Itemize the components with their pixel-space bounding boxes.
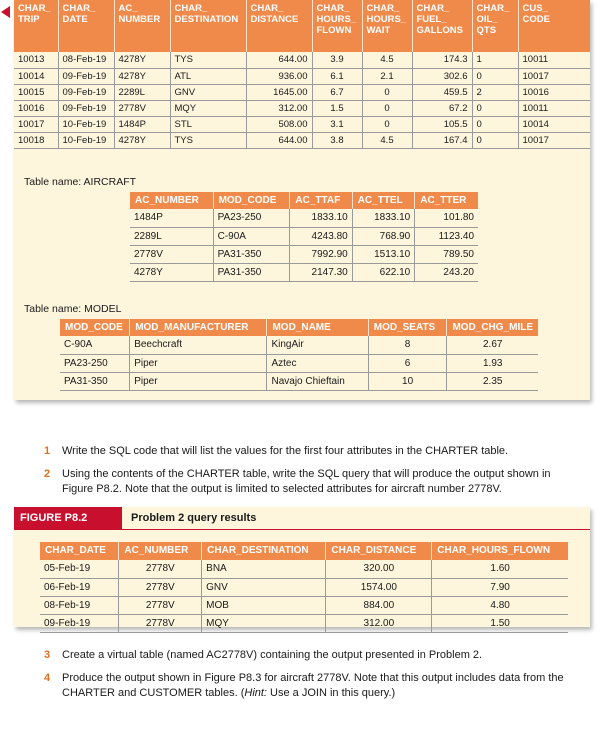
- aircraft-table: [130, 192, 478, 282]
- column-header-part: CHAR_: [476, 3, 510, 14]
- table-cell: GNV: [202, 578, 326, 596]
- table-cell: 508.00: [246, 116, 312, 132]
- table-cell: 1645.00: [246, 84, 312, 100]
- table-cell: 768.90: [352, 227, 415, 245]
- table-row: [14, 52, 590, 68]
- column-header-part: DESTINATION: [174, 14, 239, 25]
- column-header: [58, 0, 114, 52]
- table-cell: C-90A: [213, 227, 290, 245]
- table-cell: 3.9: [312, 52, 362, 68]
- table-cell: 320.00: [326, 560, 432, 578]
- table-cell: 105.5: [412, 116, 472, 132]
- table-cell: PA31-350: [213, 263, 290, 281]
- question-text: Write the SQL code that will list the values for the first four attributes in the CHARTER table.: [62, 445, 509, 457]
- table-cell: PA23-250: [213, 209, 290, 227]
- table-cell: 884.00: [326, 596, 432, 614]
- table-cell: 1.50: [432, 614, 568, 632]
- column-header-part: CHAR_: [62, 3, 96, 14]
- table-cell: PA31-350: [213, 245, 290, 263]
- column-header-part: CHAR_: [316, 3, 350, 14]
- column-header-part: CUS_: [522, 3, 548, 14]
- table-row: [60, 336, 538, 354]
- tables-panel: [14, 0, 590, 400]
- question-text-after: Use a JOIN in this query.): [267, 687, 396, 699]
- column-header: [362, 0, 412, 52]
- table-cell: 10017: [518, 68, 590, 84]
- table-cell: 622.10: [352, 263, 415, 281]
- table-cell: GNV: [170, 84, 246, 100]
- table-cell: 10015: [14, 84, 58, 100]
- question-3: [44, 648, 582, 663]
- table-cell: Aztec: [267, 354, 368, 372]
- table-cell: 09-Feb-19: [58, 100, 114, 116]
- table-cell: 10-Feb-19: [58, 116, 114, 132]
- model-header-row: [60, 319, 538, 336]
- table-cell: 0: [362, 84, 412, 100]
- table-cell: 1513.10: [352, 245, 415, 263]
- question-number: 3: [44, 649, 51, 661]
- table-cell: 2778V: [119, 578, 202, 596]
- questions-list-b: [44, 648, 582, 709]
- column-header-part: WAIT: [366, 25, 391, 36]
- table-row: [14, 68, 590, 84]
- figure-label: FIGURE P8.2: [14, 507, 122, 529]
- table-cell: MOB: [202, 596, 326, 614]
- table-cell: 1: [472, 52, 518, 68]
- table-cell: 243.20: [415, 263, 478, 281]
- question-4: [44, 671, 582, 701]
- table-cell: 936.00: [246, 68, 312, 84]
- results-header-row: [40, 542, 568, 560]
- column-header-part: OIL_: [476, 14, 498, 25]
- table-cell: 09-Feb-19: [40, 614, 119, 632]
- column-header: MOD_CODE: [213, 192, 290, 209]
- question-number: 4: [44, 672, 51, 684]
- model-table: [60, 319, 538, 391]
- table-cell: 2778V: [130, 245, 213, 263]
- column-header: [518, 0, 590, 52]
- column-header: CHAR_DESTINATION: [202, 542, 326, 560]
- column-header-part: TRIP: [18, 14, 40, 25]
- table-cell: 4.80: [432, 596, 568, 614]
- table-cell: 2.35: [447, 372, 538, 390]
- table-cell: 789.50: [415, 245, 478, 263]
- model-table-caption: Table name: MODEL: [24, 303, 122, 315]
- table-cell: 10014: [14, 68, 58, 84]
- table-cell: 10017: [518, 132, 590, 148]
- column-header-part: FLOWN: [316, 25, 352, 36]
- question-text-before: Produce the output shown in Figure P8.3 for aircraft 2778V. Note that this output includes data from the CHARTER and CUSTOMER tables. (: [62, 672, 564, 699]
- table-cell: 1833.10: [290, 209, 352, 227]
- table-cell: 1.93: [447, 354, 538, 372]
- column-header: AC_NUMBER: [130, 192, 213, 209]
- table-cell: 312.00: [246, 100, 312, 116]
- column-header-part: CHAR_: [416, 3, 450, 14]
- table-row: [60, 354, 538, 372]
- table-cell: 4243.80: [290, 227, 352, 245]
- column-header: [412, 0, 472, 52]
- table-cell: 4.5: [362, 132, 412, 148]
- question-number: 1: [44, 445, 51, 457]
- table-row: [14, 84, 590, 100]
- table-cell: 6.1: [312, 68, 362, 84]
- table-cell: 2778V: [114, 100, 170, 116]
- table-cell: 10018: [14, 132, 58, 148]
- table-cell: 1.60: [432, 560, 568, 578]
- column-header-part: CHAR_: [18, 3, 51, 14]
- column-header: [472, 0, 518, 52]
- column-header: AC_TTAF: [290, 192, 352, 209]
- table-cell: 06-Feb-19: [40, 578, 119, 596]
- table-cell: 7992.90: [290, 245, 352, 263]
- table-cell: 2289L: [114, 84, 170, 100]
- table-cell: 08-Feb-19: [58, 52, 114, 68]
- question-2: [44, 467, 582, 497]
- table-cell: 2.67: [447, 336, 538, 354]
- table-cell: 08-Feb-19: [40, 596, 119, 614]
- hint-label: Hint:: [244, 687, 267, 699]
- table-cell: 6: [368, 354, 447, 372]
- table-cell: 3.1: [312, 116, 362, 132]
- table-cell: 1574.00: [326, 578, 432, 596]
- column-header: [170, 0, 246, 52]
- table-cell: 10014: [518, 116, 590, 132]
- column-header: AC_TTER: [415, 192, 478, 209]
- column-header: MOD_CHG_MILE: [447, 319, 538, 336]
- column-header: MOD_SEATS: [368, 319, 447, 336]
- charter-header-row: [14, 0, 590, 52]
- column-header-part: CODE: [522, 14, 550, 25]
- table-row: [14, 116, 590, 132]
- table-cell: 8: [368, 336, 447, 354]
- table-cell: 312.00: [326, 614, 432, 632]
- figure-divider: [14, 529, 590, 530]
- table-cell: 10011: [518, 100, 590, 116]
- column-header-part: CHAR_: [250, 3, 284, 14]
- table-cell: 0: [472, 116, 518, 132]
- column-header-part: CHAR_: [366, 3, 400, 14]
- table-row: [60, 372, 538, 390]
- column-header: AC_TTEL: [352, 192, 415, 209]
- table-cell: PA31-350: [60, 372, 130, 390]
- question-text: Using the contents of the CHARTER table, write the SQL query that will produce the output shown in Figure P8.2. Note that the output is limited to selected attributes for aircraft number 2778V.: [62, 468, 551, 495]
- table-cell: 1484P: [114, 116, 170, 132]
- question-text: Create a virtual table (named AC2778V) containing the output presented in Problem 2.: [62, 649, 483, 661]
- column-header: [246, 0, 312, 52]
- table-cell: 1484P: [130, 209, 213, 227]
- questions-list-a: [44, 444, 582, 505]
- table-cell: TYS: [170, 132, 246, 148]
- continuation-marker-icon: [1, 6, 10, 18]
- table-row: [130, 245, 478, 263]
- column-header-part: QTS: [476, 25, 497, 36]
- table-cell: 167.4: [412, 132, 472, 148]
- column-header: AC_NUMBER: [119, 542, 202, 560]
- table-row: [14, 132, 590, 148]
- table-cell: 2778V: [119, 596, 202, 614]
- table-cell: 2289L: [130, 227, 213, 245]
- table-cell: 09-Feb-19: [58, 68, 114, 84]
- table-cell: 10: [368, 372, 447, 390]
- table-cell: 10016: [518, 84, 590, 100]
- table-row: [14, 100, 590, 116]
- table-cell: 0: [362, 116, 412, 132]
- table-cell: 05-Feb-19: [40, 560, 119, 578]
- figure-title: Problem 2 query results: [131, 512, 257, 524]
- table-cell: 1.5: [312, 100, 362, 116]
- column-header-part: HOURS_: [316, 14, 357, 25]
- table-row: [40, 560, 568, 578]
- table-cell: 7.90: [432, 578, 568, 596]
- aircraft-table-caption: Table name: AIRCRAFT: [24, 176, 137, 188]
- table-cell: 0: [472, 100, 518, 116]
- table-row: [40, 614, 568, 632]
- table-row: [40, 596, 568, 614]
- table-cell: 10-Feb-19: [58, 132, 114, 148]
- table-cell: 10017: [14, 116, 58, 132]
- column-header-part: HOURS_: [366, 14, 407, 25]
- table-cell: 644.00: [246, 132, 312, 148]
- table-cell: MQY: [202, 614, 326, 632]
- column-header-part: FUEL_: [416, 14, 447, 25]
- table-cell: KingAir: [267, 336, 368, 354]
- table-cell: Piper: [130, 372, 267, 390]
- column-header-part: CHAR_: [174, 3, 208, 14]
- table-cell: 4.5: [362, 52, 412, 68]
- table-cell: 0: [362, 100, 412, 116]
- table-cell: Navajo Chieftain: [267, 372, 368, 390]
- table-cell: BNA: [202, 560, 326, 578]
- table-cell: 2147.30: [290, 263, 352, 281]
- table-cell: 0: [472, 132, 518, 148]
- table-cell: 2.1: [362, 68, 412, 84]
- table-cell: 1833.10: [352, 209, 415, 227]
- table-cell: MQY: [170, 100, 246, 116]
- column-header: CHAR_HOURS_FLOWN: [432, 542, 568, 560]
- query-results-table: [40, 542, 568, 633]
- table-cell: 4278Y: [114, 52, 170, 68]
- table-cell: Piper: [130, 354, 267, 372]
- column-header: CHAR_DISTANCE: [326, 542, 432, 560]
- column-header: MOD_CODE: [60, 319, 130, 336]
- table-cell: 2: [472, 84, 518, 100]
- table-row: [130, 227, 478, 245]
- column-header: [114, 0, 170, 52]
- table-cell: 101.80: [415, 209, 478, 227]
- column-header: MOD_MANUFACTURER: [130, 319, 267, 336]
- table-cell: 4278Y: [130, 263, 213, 281]
- charter-table: [14, 0, 590, 149]
- table-cell: 3.8: [312, 132, 362, 148]
- table-cell: 4278Y: [114, 68, 170, 84]
- table-cell: 09-Feb-19: [58, 84, 114, 100]
- table-cell: ATL: [170, 68, 246, 84]
- column-header: MOD_NAME: [267, 319, 368, 336]
- table-cell: 0: [472, 68, 518, 84]
- column-header-part: DATE: [62, 14, 88, 25]
- table-cell: 2778V: [119, 614, 202, 632]
- column-header-part: GALLONS: [416, 25, 463, 36]
- table-cell: Beechcraft: [130, 336, 267, 354]
- table-cell: 174.3: [412, 52, 472, 68]
- table-cell: 2778V: [119, 560, 202, 578]
- table-cell: C-90A: [60, 336, 130, 354]
- table-cell: 1123.40: [415, 227, 478, 245]
- table-cell: 4278Y: [114, 132, 170, 148]
- table-cell: STL: [170, 116, 246, 132]
- table-cell: 10016: [14, 100, 58, 116]
- question-number: 2: [44, 468, 51, 480]
- table-row: [40, 578, 568, 596]
- table-cell: 6.7: [312, 84, 362, 100]
- table-row: [130, 209, 478, 227]
- table-cell: 67.2: [412, 100, 472, 116]
- column-header-part: AC_: [118, 3, 138, 14]
- table-cell: TYS: [170, 52, 246, 68]
- question-1: [44, 444, 582, 459]
- table-cell: 10011: [518, 52, 590, 68]
- table-cell: PA23-250: [60, 354, 130, 372]
- table-row: [130, 263, 478, 281]
- figure-p8-2-panel: [14, 507, 590, 627]
- column-header-part: DISTANCE: [250, 14, 299, 25]
- table-cell: 644.00: [246, 52, 312, 68]
- table-cell: 459.5: [412, 84, 472, 100]
- table-cell: 10013: [14, 52, 58, 68]
- column-header: [14, 0, 58, 52]
- column-header-part: NUMBER: [118, 14, 161, 25]
- aircraft-header-row: [130, 192, 478, 209]
- table-cell: 302.6: [412, 68, 472, 84]
- column-header: [312, 0, 362, 52]
- column-header: CHAR_DATE: [40, 542, 119, 560]
